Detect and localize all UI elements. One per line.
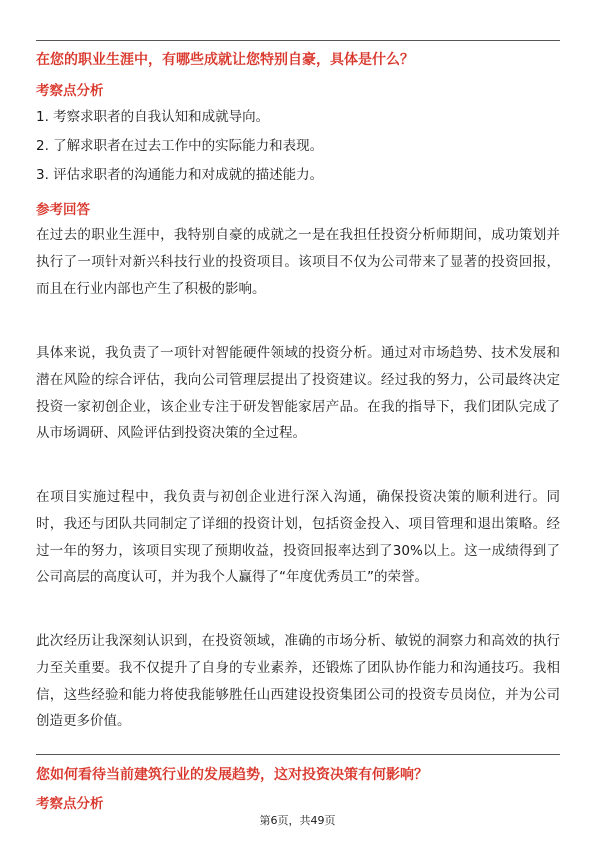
analysis-item: 1. 考察求职者的自我认知和成就导向。 xyxy=(36,109,270,125)
page-number: 第6页，共49页 xyxy=(259,814,336,827)
answer-paragraph: 在项目实施过程中，我负责与初创企业进行深入沟通，确保投资决策的顺利进行。同时，我还与团队共同制定了详细的投资计划，包括资金投入、项目管理和退出策略。经过一年的努力，该项目实现了预期收益，投资回报率达到了30%以上。这一成绩得到了公司高层的高度认可，并为我个人赢得了“年度优秀员工”的荣誉。 xyxy=(36,489,560,586)
analysis-item: 2. 了解求职者在过去工作中的实际能力和表现。 xyxy=(36,138,324,154)
question-title: 在您的职业生涯中，有哪些成就让您特别自豪，具体是什么？ xyxy=(36,52,414,68)
question-title: 您如何看待当前建筑行业的发展趋势，这对投资决策有何影响？ xyxy=(36,767,428,783)
analysis-item: 3. 评估求职者的沟通能力和对成就的描述能力。 xyxy=(36,167,324,183)
section-divider xyxy=(36,754,560,755)
top-divider xyxy=(36,40,560,41)
analysis-heading: 考察点分析 xyxy=(36,83,104,99)
answer-heading: 参考回答 xyxy=(36,202,90,218)
answer-paragraph: 具体来说，我负责了一项针对智能硬件领域的投资分析。通过对市场趋势、技术发展和潜在风险的综合评估，我向公司管理层提出了投资建议。经过我的努力，公司最终决定投资一家初创企业，该企业专注于研发智能家居产品。在我的指导下，我们团队完成了从市场调研、风险评估到投资决策的全过程。 xyxy=(36,345,560,442)
answer-paragraph: 在过去的职业生涯中，我特别自豪的成就之一是在我担任投资分析师期间，成功策划并执行了一项针对新兴科技行业的投资项目。该项目不仅为公司带来了显著的投资回报，而且在行业内部也产生了积极的影响。 xyxy=(36,227,560,297)
answer-paragraph: 此次经历让我深刻认识到，在投资领域，准确的市场分析、敏锐的洞察力和高效的执行力至关重要。我不仅提升了自身的专业素养，还锻炼了团队协作能力和沟通技巧。我相信，这些经验和能力将使我能够胜任山西建设投资集团公司的投资专员岗位，并为公司创造更多价值。 xyxy=(36,633,560,730)
analysis-heading: 考察点分析 xyxy=(36,796,104,812)
